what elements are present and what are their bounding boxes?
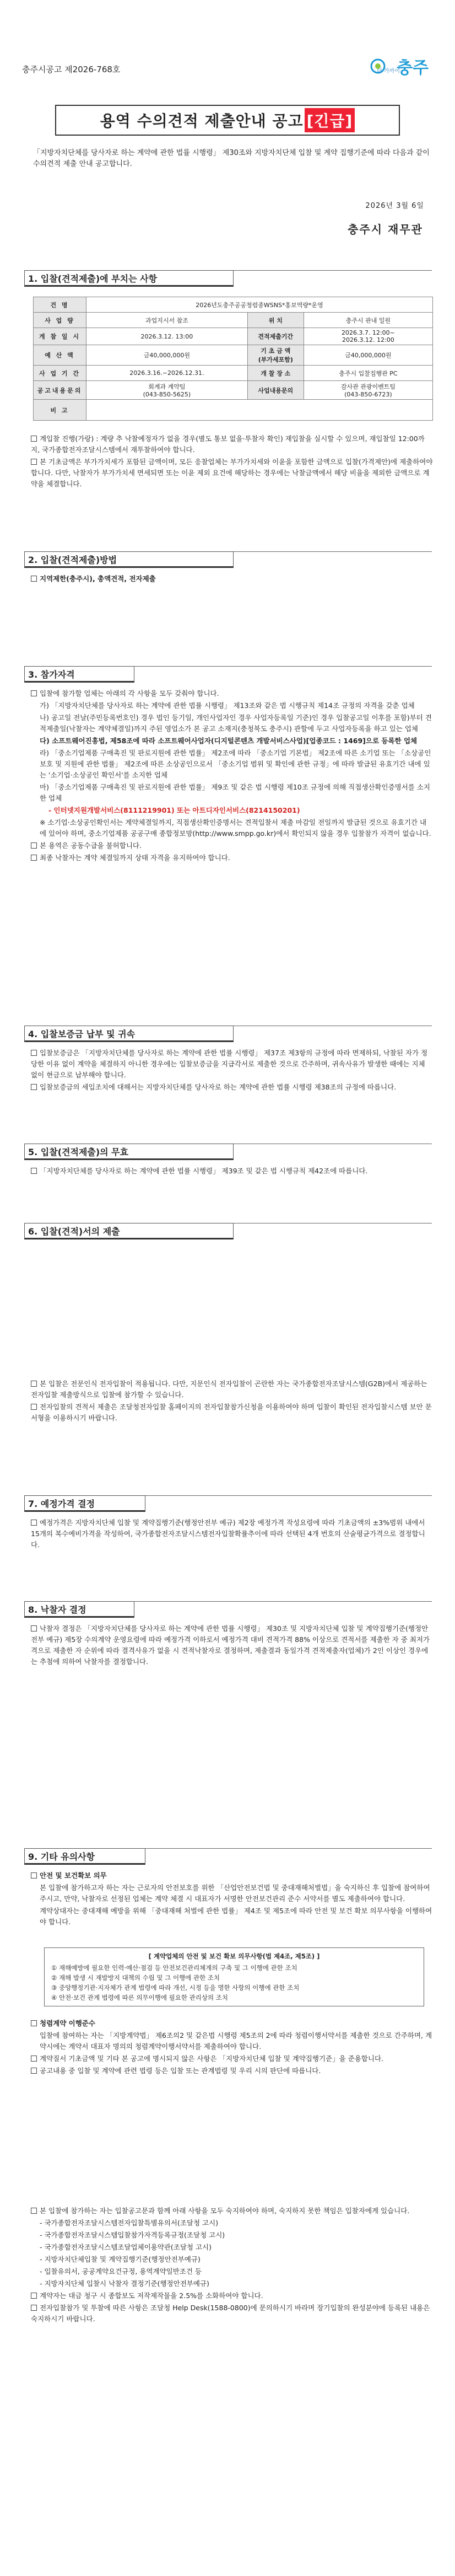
checkbox-icon [31, 2293, 37, 2299]
paragraph-text: 본 입찰에 참가하는 자는 입찰공고문과 함께 아래 사항을 모두 숙지하여야 하며, 숙지하지 못한 책임은 입찰자에게 있습니다. [40, 2207, 410, 2215]
cell-label [247, 345, 304, 366]
paragraph: - 지방자치단체 입찰시 낙찰자 결정기준(행정안전부예규) [40, 2279, 209, 2288]
cell-value: 2026.3.12. 13:00 [86, 328, 248, 345]
paragraph [31, 2290, 433, 2301]
paragraph [31, 1082, 433, 1093]
notice-ref: 충주시공고 제2026-768호 [22, 65, 121, 74]
paragraph-text: 입찰보증금은 「지방자치단체를 당사자로 하는 계약에 관한 법률 시행령」 제37조 제3항의 규정에 따라 면제하되, 낙찰된 자가 정당한 이유 없이 계약을 체결하지 아니한 경우에는 입찰보증금을 지급각서로 제출한 것으로 간주하며, 귀속사유가 발생한 때에는 지체 없이 현금으로 납부해야 합니다. [31, 1049, 428, 1079]
safety-item: ② 재해 발생 시 재발방지 대책의 수립 및 그 이행에 관한 조치 [51, 1974, 220, 1982]
checkbox-icon [31, 2056, 37, 2062]
checkbox-icon [31, 1168, 37, 1174]
cell-value: 과업지시서 참조 [86, 313, 248, 328]
paragraph [31, 2018, 433, 2029]
checkbox-icon [31, 1404, 37, 1410]
paragraph [31, 1402, 433, 1424]
issuing-org: 충주시 재무관 [348, 223, 423, 236]
cell-value: 충주시 입찰집행관 PC [304, 366, 432, 381]
cell-label: 예 산 액 [34, 345, 86, 366]
intro-text: 「지방자치단체를 당사자로 하는 계약에 관한 법률 시행령」 제30조와 지방자치단체 입찰 및 계약 집행기준에 따라 다음과 같이 수의견적 제출 안내 공고합니다. [33, 149, 430, 168]
cell-label-line: 기 초 금 액 [261, 347, 291, 355]
paragraph [31, 1378, 433, 1400]
urgent-badge: [긴급] [305, 108, 355, 132]
paragraph-text: 낙찰자 결정은 「지방자치단체를 당사자로 하는 계약에 관한 법률 시행령」 제30조 및 지방자치단체 입찰 및 계약집행기준(행정안전부 예규) 제5장 수의계약 운영요령에 따라 예정가격 이하로서 예정가격 대비 견적가격 88% 이상으로 견적서를 제출한 자 중 최저가격으로 제출한 자 순위에 따라 결격사유가 없을 시 견적낙찰자로 결정하며, 제출결과 동일가격 견적제출자(업체)가 2인 이상인 경우에는 추첨에 의하여 낙찰자를 결정합니다. [31, 1624, 430, 1666]
paragraph: 나) 공고일 전날(주민등록번호인) 경우 법인 등기일, 개인사업자인 경우 사업자등록일 기준)인 경우 입찰공고일 이후를 포함)부터 견적제출일(낙찰자는 계약체결일)까지 주된 영업소가 본 공고 소재지(충청북도 충주시) 관할에 두고 사업자등록을 하고 있는 업체 [40, 713, 432, 733]
cell-value [86, 381, 248, 400]
paragraph: ※ 소기업·소상공인확인서는 계약체결일까지, 직접생산확인증명서는 견적입찰서 제출 마감일 전일까지 발급된 것으로 유효기간 내에 있어야 하며, 중소기업제품 공공구매 종합정보망(http://www.smpp.go.kr)에서 확인되지 않을 경우 입찰참가 자격이 없습니다. [40, 818, 431, 838]
paragraph-text: 계입찰 진행(가랑) : 계량 추 낙찰예정자가 없을 경우(별도 통보 없을·투찰자 확인) 재입찰을 실시할 수 있으며, 재입찰일 12:00까지, 국가종합전자조달시스템에서 재투찰하여야 합니다. [31, 434, 425, 454]
section-8-heading: 8. 낙찰자 결정 [24, 1601, 134, 1618]
section-8-body [31, 1623, 433, 1668]
paragraph [31, 2303, 433, 2325]
table-row [34, 381, 433, 400]
section-4-heading: 4. 입찰보증금 납부 및 귀속 [24, 1026, 234, 1042]
cell-value: 금40,000,000원 [304, 345, 432, 366]
checkbox-icon [31, 2208, 37, 2214]
safety-duty-box [44, 1947, 424, 2006]
checkbox-icon [31, 2305, 37, 2311]
checkbox-icon [31, 1381, 37, 1387]
paragraph [31, 2065, 433, 2076]
cell-value: 금40,000,000원 [86, 345, 248, 366]
cell-value: 2026년도충주공공청렴종WSNS*홍보역량*운영 [86, 297, 433, 313]
section-9-heading: 9. 기타 유의사항 [24, 1848, 145, 1865]
paragraph-text: 안전 및 보건확보 의무 [40, 1871, 107, 1880]
section-6-heading: 6. 입찰(견적)서의 제출 [24, 1223, 234, 1239]
table-row [34, 366, 433, 381]
cell-value [304, 328, 432, 345]
paragraph-text: 계약자는 대금 청구 시 종합보도 저작제작물을 2.5%를 소화하여야 합니다. [40, 2291, 263, 2300]
paragraph-text: 본 기초금액은 부가가치세가 포함된 금액이며, 모든 응찰업체는 부가가치세와 이윤을 포함한 금액으로 입찰(가격제안)에 제출하여야 합니다. 다만, 낙찰자가 부가가치세 면세되면 또는 이윤 제외 요건에 해당하는 경우에는 낙찰금액에서 해당 비율을 제외한 금액으로 계약을 체결합니다. [31, 458, 433, 488]
paragraph: 다) 소프트웨어진흥법, 제58조에 따라 소프트웨어사업자(디지털콘텐츠 개발서비스사업)[업종코드 : 1469]으로 등록한 업체 [40, 737, 418, 745]
section-9-body-2 [31, 2018, 433, 2078]
paragraph-text: 입찰에 참가할 업체는 아래의 각 사항을 모두 갖춰야 합니다. [40, 689, 219, 697]
checkbox-icon [31, 576, 37, 582]
paragraph [31, 1870, 433, 1881]
cell-label-line: (부가세포함) [258, 356, 293, 363]
paragraph-text: 「지방자치단체를 당사자로 하는 계약에 관한 법률 시행령」 제39조 및 같은 법 시행규칙 제42조에 따릅니다. [40, 1167, 368, 1175]
info-table [33, 297, 433, 421]
section-3-body [31, 688, 433, 865]
paragraph: - 지방자치단체입찰 및 계약집행기준(행정안전부예규) [40, 2255, 201, 2263]
paragraph: 마) 「중소기업제품 구매촉진 및 판로지원에 관한 법률」 제9조 및 같은 법 시행령 제10조 규정에 의해 직접생산확인증명서를 소지한 업체 [40, 783, 430, 802]
cell-value-line: 감사관 관광이벤트팀 [340, 383, 396, 390]
notice-title [55, 105, 400, 136]
paragraph: - 인터넷지원개발서비스(8111219901) 또는 아트디자인서비스(8214150201) [48, 806, 300, 814]
paragraph [31, 840, 433, 851]
section-9-body [31, 1870, 433, 1929]
paragraph-text: 전자입찰의 견적서 제출은 조달청전자입찰 홈페이지의 전자입찰참가신청을 이용하여야 하며 입찰이 확인된 전자입찰시스템 보안 문서형을 이용하시기 바랍니다. [31, 1403, 432, 1422]
table-row [34, 297, 433, 313]
cell-value-line: 2026.3.12. 12:00 [342, 336, 394, 344]
section-1-heading: 1. 입찰(견적제출)에 부치는 사항 [24, 270, 234, 287]
safety-item: ① 재해예방에 필요한 인력·예산·점검 등 안전보건관리체계의 구축 및 그 이행에 관한 조치 [51, 1964, 297, 1972]
section-2-heading: 2. 입찰(견적제출)방법 [24, 551, 234, 568]
paragraph [31, 852, 433, 863]
paragraph: - 국가종합전자조달시스템조달업체이용약관(조달청 고시) [40, 2243, 212, 2251]
cell-label: 건 명 [34, 297, 86, 313]
section-1-body [31, 433, 433, 491]
paragraph-text: 지역제한(충주시), 총액견적, 전자제출 [40, 575, 156, 583]
cell-label: 사업내용문의 [247, 381, 304, 400]
paragraph-text: 계약질서 기초금액 및 기타 본 공고에 명시되지 않은 사항은 「지방자치단체 입찰 및 계약집행기준」을 준용합니다. [40, 2054, 384, 2063]
paragraph: - 국가종합전자조달시스템입찰참가자격등록규정(조달청 고시) [40, 2231, 225, 2239]
safety-item: ④ 안전·보건 관계 법령에 따른 의무이행에 필요한 관리상의 조치 [51, 1994, 228, 2001]
cell-label: 사 업 기 간 [34, 366, 86, 381]
section-5-body [31, 1166, 433, 1178]
paragraph-text: 본 입찰은 전문인식 전자입찰이 적용됩니다. 다만, 지문인식 전자입찰이 곤란한 자는 국가종합전자조달시스템(G2B)에서 제공하는 전자입찰 제출방식으로 입찰에 참가할 수 있습니다. [31, 1380, 427, 1399]
section-4-body [31, 1048, 433, 1094]
section-7-body [31, 1517, 433, 1552]
cell-label: 개 찰 장 소 [247, 366, 304, 381]
checkbox-icon [31, 842, 37, 849]
checkbox-icon [31, 459, 37, 465]
city-logo-text: 충주 [397, 58, 429, 78]
section-2-body [31, 573, 433, 586]
cell-label: 견적제출기간 [247, 328, 304, 345]
cell-value-line: (043-850-5625) [143, 391, 191, 398]
section-3-heading: 3. 참가자격 [24, 666, 134, 683]
cell-value: 2026.3.16.~2026.12.31. [86, 366, 248, 381]
cell-value [86, 400, 433, 421]
checkbox-icon [31, 1520, 37, 1526]
paragraph [31, 1048, 433, 1081]
paragraph: 본 입찰에 참가하고자 하는 자는 근로자의 안전보호를 위한 「산업안전보건법 및 중대재해처벌법」을 숙지하신 후 입찰에 참여하여 주시고, 만약, 낙찰자로 선정된 업체는 계약 체결 시 대표자가 서명한 안전보건관리 준수 서약서를 별도 제출하여야 합니다. [40, 1883, 430, 1903]
checkbox-icon [31, 1872, 37, 1879]
checkbox-icon [31, 2068, 37, 2074]
checkbox-icon [31, 2020, 37, 2026]
checkbox-icon [31, 1050, 37, 1056]
cell-value-line: 2026.3.7. 12:00~ [341, 329, 395, 336]
cell-value-line: (043-850-6723) [344, 391, 392, 398]
cell-label: 위 치 [247, 313, 304, 328]
paragraph [31, 457, 433, 490]
checkbox-icon [31, 855, 37, 861]
paragraph: 라) 「중소기업제품 구매촉진 및 판로지원에 관한 법률」 제2조에 따라 「중소기업 기본법」 제2조에 따른 소기업 또는 「소상공인 보호 및 지원에 관한 법률」 제2조에 따른 소상공인으로서 「중소기업 범위 및 확인에 관한 규정」에 따라 발급된 유효기간 내에 있는 '소기업·소상공인 확인서'를 소지한 업체 [40, 749, 431, 779]
paragraph [31, 688, 433, 699]
checkbox-icon [31, 436, 37, 442]
section-6-body [31, 1378, 433, 1425]
paragraph-text: 최종 낙찰자는 계약 체결일까지 상태 자격을 유지하여야 합니다. [40, 854, 230, 862]
notice-title-text: 용역 수의견적 제출안내 공고 [100, 112, 304, 130]
checkbox-icon [31, 1084, 37, 1090]
paragraph-text: 전자입찰참가 및 투찰에 따른 사항은 조달청 Help Desk(1588-0800)에 문의하시기 바라며 장기입찰의 완성분야에 등록된 내용은 숙지하시기 바랍니다. [31, 2304, 430, 2323]
section-5-heading: 5. 입찰(견적제출)의 무효 [24, 1144, 234, 1160]
cell-label: 비 고 [34, 400, 86, 421]
cell-label: 사 업 량 [34, 313, 86, 328]
notice-date: 2026년 3월 6일 [365, 202, 424, 210]
paragraph: 가) 「지방자치단체를 당사자로 하는 계약에 관한 법률 시행령」 제13조와 같은 법 시행규칙 제14조 규정의 자격을 갖춘 업체 [40, 701, 415, 710]
paragraph-text: 청렴계약 이행준수 [40, 2019, 95, 2027]
paragraph [31, 2205, 433, 2217]
paragraph: 입찰에 참여하는 자는 「지방계약법」 제6조의2 및 같은법 시행령 제5조의 2에 따라 청렴이행서약서를 제출한 것으로 간주하며, 계약시에는 계약서 대표자 명의의 청렴계약이행서약서를 제출하여야 합니다. [40, 2031, 432, 2051]
safety-item: ③ 중앙행정기관·지자체가 관계 법령에 따라 개선, 시정 등을 명한 사항의 이행에 관한 조치 [51, 1984, 300, 1992]
table-row [34, 400, 433, 421]
section-7-heading: 7. 예정가격 결정 [24, 1495, 145, 1512]
safety-box-title: [ 계약업체의 안전 및 보건 확보 의무사항(법 제4조, 제5조) ] [148, 1952, 320, 1960]
cell-value [304, 381, 432, 400]
paragraph [31, 1623, 433, 1667]
paragraph [31, 433, 433, 455]
paragraph [31, 1517, 433, 1550]
paragraph [31, 1166, 433, 1177]
paragraph: 계약상대자는 중대재해 예방을 위해 「중대재해 처벌에 관한 법률」 제4조 및 제5조에 따라 안전 및 보건 확보 의무사항을 이행하여야 합니다. [40, 1907, 432, 1926]
paragraph: - 입찰유의서, 공공계약요건규정, 용역계약일반조건 등 [40, 2267, 202, 2276]
table-row [34, 328, 433, 345]
paragraph-text: 본 용역은 공동수급을 불허합니다. [40, 841, 142, 850]
paragraph-text: 입찰보증금의 세입조치에 대해서는 지방자치단체를 당사자로 하는 계약에 관한 법률 시행령 제38조의 규정에 따릅니다. [40, 1083, 397, 1091]
cell-value: 충주시 관내 일원 [304, 313, 432, 328]
section-9-body-3 [31, 2205, 433, 2326]
table-row [34, 313, 433, 328]
paragraph [31, 2053, 433, 2064]
cell-value-line: 회계과 계약팀 [148, 383, 186, 390]
checkbox-icon [31, 1625, 37, 1632]
paragraph-text: 예정가격은 지방자치단체 입찰 및 계약집행기준(행정안전부 예규) 제2장 예정가격 작성요령에 따라 기초금액의 ±3%범위 내에서 15개의 복수예비가격을 작성하여, 국가종합전자조달시스템전자입찰확률추이에 따라 선택된 4개 번호의 산술평균가격으로 결정합니다. [31, 1518, 425, 1549]
paragraph-text: 공고내용 중 입찰 및 계약에 관련 법령 등은 입찰 또는 관계법령 및 우리 시의 판단에 따릅니다. [40, 2067, 321, 2075]
paragraph [31, 573, 433, 584]
paragraph: - 국가종합전자조달시스템전자입찰특별유의서(조달청 고시) [40, 2219, 219, 2227]
cell-label: 공고내용문의 [34, 381, 86, 400]
table-row [34, 345, 433, 366]
city-logo-sub: 더 가까이 [377, 68, 400, 74]
checkbox-icon [31, 690, 37, 696]
cell-label: 게 참 일 시 [34, 328, 86, 345]
